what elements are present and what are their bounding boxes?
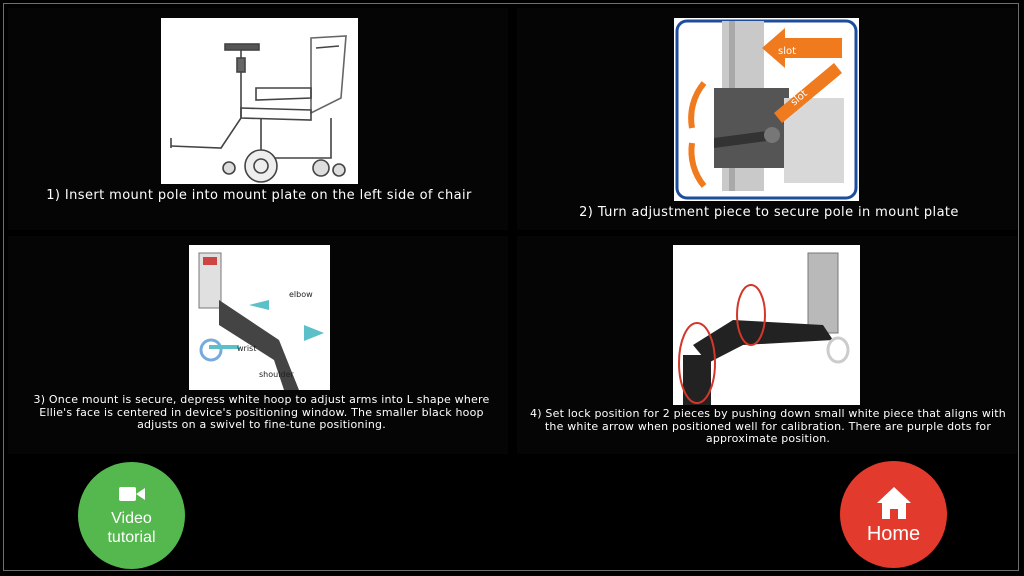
lock-position-photo [673,245,860,405]
step-3-image [189,245,330,390]
step-4-caption: 4) Set lock position for 2 pieces by pushing down small white piece that aligns with the white arrow when positioned well for calibration. There are purple dots for approximate position. [530,407,1006,446]
slot-label-1: slot [778,46,797,57]
step-1-image [161,18,358,184]
video-tutorial-label-line2: tutorial [107,528,156,546]
step-2-image [674,18,859,201]
slot-label-2: slot [788,88,810,109]
step-1-caption: 1) Insert mount pole into mount plate on the left side of chair [46,188,472,203]
mount-plate-photo [674,18,859,201]
video-camera-icon [119,485,145,503]
home-icon [875,485,913,521]
shoulder-label: shoulder [259,370,294,379]
step-2-caption: 2) Turn adjustment piece to secure pole in mount plate [579,205,959,220]
arm-adjust-photo [189,245,330,390]
video-tutorial-button[interactable] [78,462,185,569]
video-tutorial-label-line1: Video [111,509,152,527]
elbow-label: elbow [289,290,313,299]
wrist-label: wrist [237,344,257,353]
home-label: Home [866,523,921,545]
wheelchair-illustration [161,18,358,184]
step-3-caption: 3) Once mount is secure, depress white hoop to adjust arms into L shape where Ellie's face is centered in device's positioning window. The smaller black hoop adjusts on a swivel to fine-tune positioning. [33,393,490,432]
home-button[interactable] [840,461,947,568]
step-4-image [673,245,860,405]
